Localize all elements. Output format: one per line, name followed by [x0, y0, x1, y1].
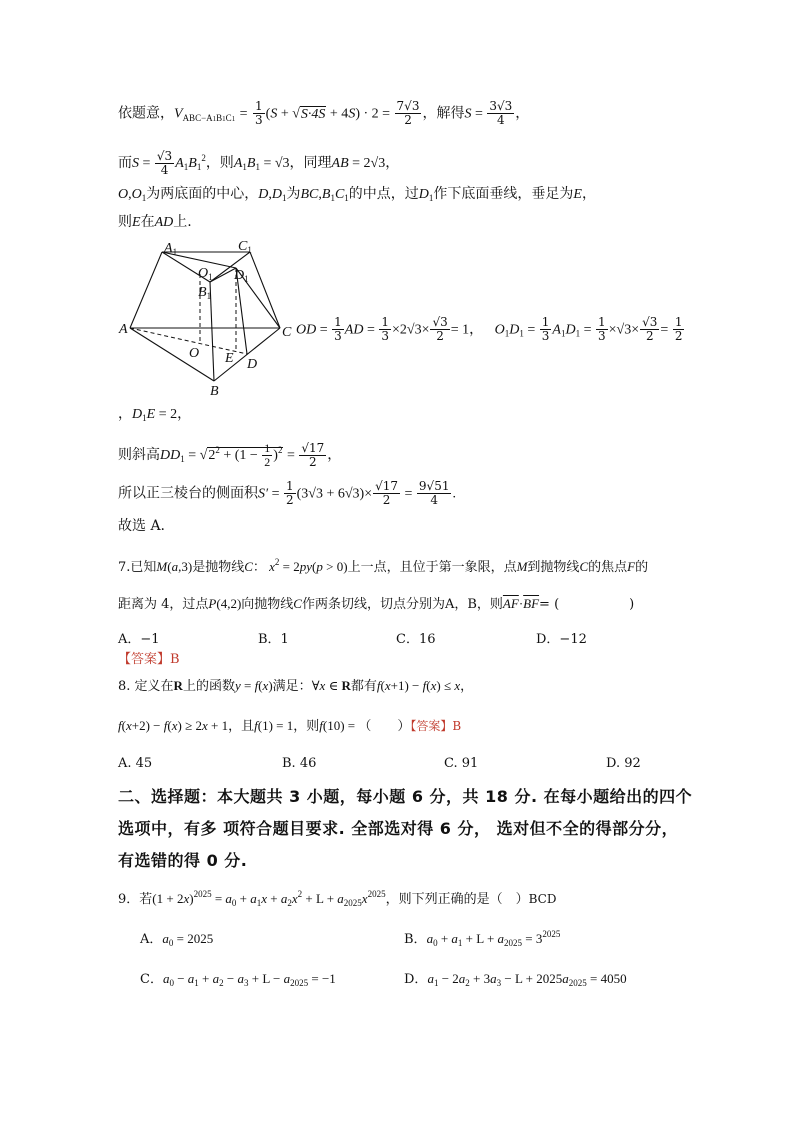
q9-option-c: C．$a_0 - a_1 + a_2 - a_3 + L - a_{2025} = -1$: [140, 971, 336, 988]
text: 满足：: [272, 679, 312, 694]
text: 的中点，过: [348, 186, 419, 202]
text: 距离为 4，过点: [118, 597, 209, 612]
text: 9．若: [118, 892, 153, 907]
solution-d1e: ，$D_1E = 2$，: [118, 406, 192, 423]
text: 上一点，且位于第一象限，点: [347, 560, 517, 575]
text: 作下底面垂线，垂足为: [433, 186, 574, 202]
q8-option-a: A. 45: [118, 756, 153, 771]
section-2-line-1: 二、选择题：本大题共 3 小题，每小题 6 分，共 18 分. 在每小题给出的四个: [118, 787, 693, 806]
equation-od: OD = $\frac{1}{3}$ AD = $\frac{1}{3}$ ×2√3× $\frac{√3}{2}$ = 1， $O_1D_1$ = $\frac{1}{3}$ $A_1D_1$ = $\frac{1}{3}$ ×√3× $\frac{√3}{2}$ = $\frac{1}{2}$: [296, 315, 683, 343]
solution-conclusion: 故选 A.: [118, 518, 166, 534]
solution-slant: 则斜高$DD_1 = √2^2 + (1$ − $\frac{1}{2}$ )$^2$ = $\frac{√17}{2}$ ，: [118, 440, 342, 470]
q7-line-1: 7.已知M(a,3)是抛物线C： $x^2 = 2py(p > 0)$上一点，且位于第一象限，点M到抛物线C的焦点F的: [118, 557, 649, 575]
text: 上的函数: [182, 679, 235, 694]
label-B: B: [210, 384, 219, 399]
text: 8. 定义在: [118, 679, 174, 694]
q9-stem: 9．若$(1 + 2x)^{2025} = a_0 + a_1x + a_2x^2 + L + a_{2025}x^{2025}$，则下列正确的是（ ）BCD: [118, 889, 557, 908]
q7-answer: 【答案】B: [118, 652, 180, 667]
q8-line-2: f(x+2) − f(x) ≥ 2x + 1，且f(1) = 1，则f(10) = （ ）【答案】B: [118, 718, 462, 734]
text: 7.已知: [118, 560, 157, 575]
text: 依题意，: [118, 105, 174, 122]
text: ，解得: [422, 105, 465, 122]
text: 为两底面的中心，: [146, 186, 259, 202]
text: B．: [404, 932, 427, 947]
text: ): [629, 597, 635, 612]
label-C: C: [282, 325, 292, 340]
q7-option-d: D．−12: [536, 632, 587, 647]
q7-option-a: A．−1: [118, 632, 160, 647]
q8-option-d: D. 92: [606, 756, 641, 771]
text: = (: [539, 597, 560, 612]
text: ，同理: [289, 155, 332, 171]
text: ，且: [228, 719, 255, 734]
q9-option-b: B．$a_0 + a_1 + L + a_{2025} = 3^{2025}$: [404, 929, 561, 948]
label-C1: $C_1$: [238, 239, 252, 255]
text: 都有: [350, 679, 377, 694]
solution-lateral: 所以正三棱台的侧面积S′ = $\frac{1}{2}$ (3√3 + 6√3)× $\frac{√17}{2}$ = $\frac{9√51}{4}$ .: [118, 479, 456, 507]
text: A．: [140, 932, 163, 947]
text: 是抛物线: [192, 560, 245, 575]
q8-answer: 【答案】B: [410, 719, 462, 733]
text: 所以正三棱台的侧面积: [118, 485, 258, 502]
text: 在: [140, 214, 155, 230]
text: 则: [118, 214, 132, 230]
text: 作两条切线，切点分别为A，B，则: [301, 597, 503, 612]
text: 的焦点: [588, 560, 628, 575]
label-B1: $B_1$: [198, 285, 212, 301]
q8-option-b: B. 46: [282, 756, 317, 771]
text: 则斜高: [118, 447, 160, 463]
solution-line-4: 则E在AD上.: [118, 214, 192, 230]
label-A: A: [119, 322, 128, 337]
text: D．: [404, 972, 428, 987]
text: 上.: [173, 214, 192, 230]
solution-line-3: $O,O_1$为两底面的中心，$D,D_1$为$BC,B_1C_1$的中点，过$D_1$作下底面垂线，垂足为E，: [118, 186, 596, 203]
q8-option-c: C. 91: [444, 756, 479, 771]
text: ，则: [293, 719, 320, 734]
solution-line-2: 而S = $\frac{√3}{4}$ $A_1B_1^2$，则$A_1B_1 = √3$，同理AB = 2√3，: [118, 148, 400, 177]
label-A1: $A_1$: [164, 241, 178, 257]
q9-option-d: D．$a_1 - 2a_2 + 3a_3 - L + 2025a_{2025} = 4050$: [404, 971, 627, 988]
label-O: O: [189, 346, 200, 361]
q9-option-a: A．$a_0 = 2025$: [140, 931, 214, 948]
section-2-line-3: 有选错的得 0 分.: [118, 851, 248, 870]
text: 的: [635, 560, 649, 575]
text: 为: [286, 186, 301, 202]
solution-line-1: 依题意，$V_{ABC-A1B1C1}$ = $\frac{1}{3}$ (S + √S·4S + 4S) · 2 = $\frac{7√3}{2}$ ，解得S = $\frac{3√3}{4}$ ，: [118, 99, 530, 127]
text: ，: [118, 406, 132, 422]
q8-line-1: 8. 定义在R上的函数y = f(x)满足：∀x ∈ R都有f(x+1) − f(x) ≤ x，: [118, 678, 474, 694]
frustum-figure: [116, 236, 316, 401]
q7-line-2: 距离为 4，过点P(4,2)向抛物线C作两条切线，切点分别为A，B，则$\overline{AF}\cdot\overline{BF}=$ ( ): [118, 596, 635, 612]
text: C．: [140, 972, 163, 987]
text: 向抛物线: [241, 597, 294, 612]
section-2-line-2: 选项中，有多 项符合题目要求. 全部选对得 6 分， 选对但不全的得部分分，: [118, 819, 679, 838]
text: ，则: [205, 155, 234, 171]
q7-option-b: B．1: [258, 632, 289, 647]
label-E: E: [225, 351, 234, 366]
label-D: D: [247, 357, 258, 372]
text: （ ）: [358, 719, 411, 734]
text: ，则下列正确的是（ ）: [385, 892, 529, 907]
label-D1: $D_1$: [234, 268, 249, 284]
q9-answer: BCD: [528, 892, 557, 906]
q7-option-c: C．16: [396, 632, 436, 647]
text: 而: [118, 155, 132, 171]
label-O1: $O_1$: [198, 266, 213, 282]
text: 到抛物线: [527, 560, 580, 575]
